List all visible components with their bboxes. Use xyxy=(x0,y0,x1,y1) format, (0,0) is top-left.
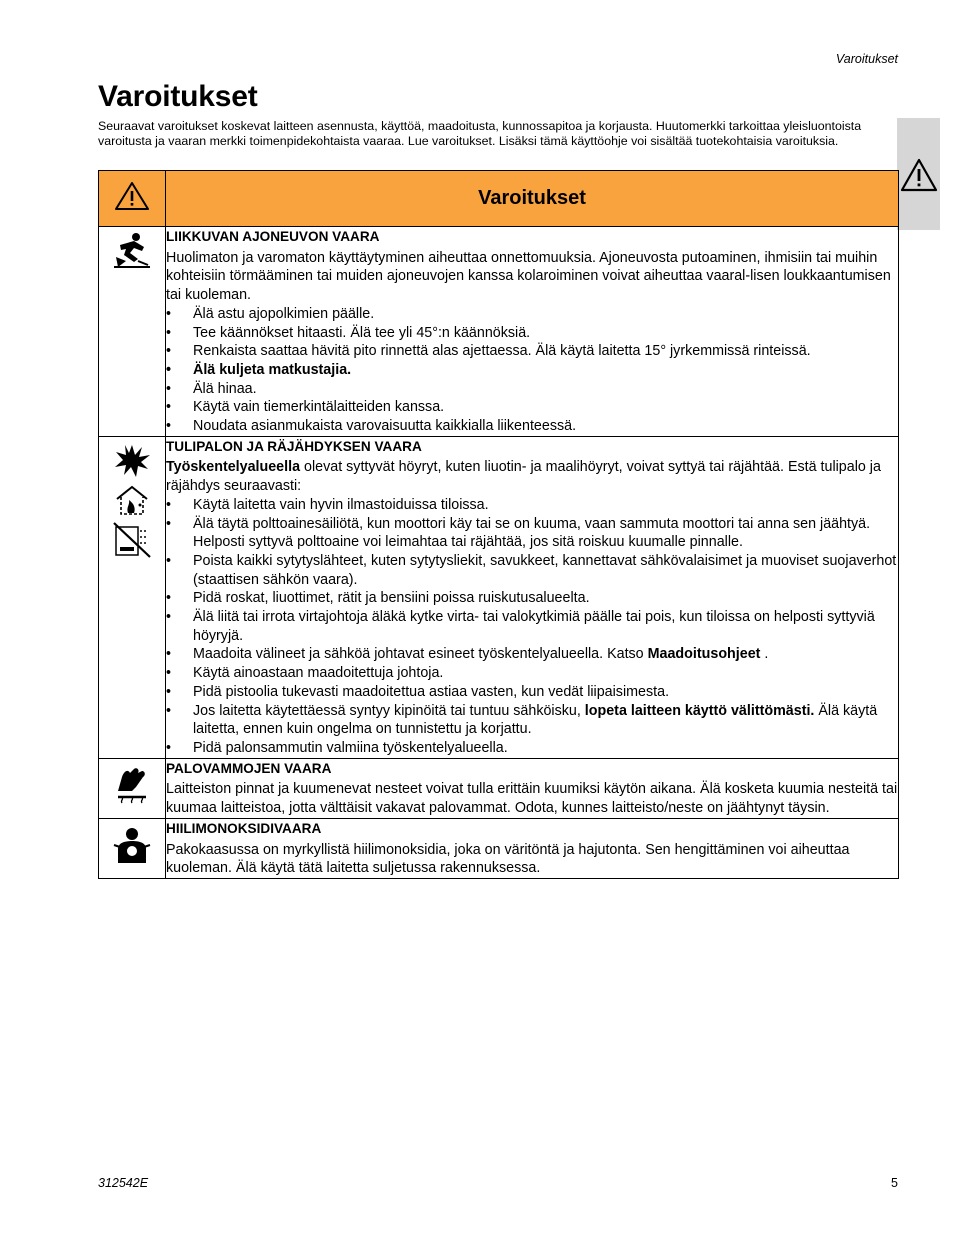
section-body: Pakokaasussa on myrkyllistä hiilimonoksidia, joka on väritöntä ja hajutonta. Sen hengittäminen voi aiheuttaa kuoleman. Älä käytä tätä laitetta suljetussa rakennuksessa. xyxy=(166,841,850,877)
list-item: • Pidä palonsammutin valmiina työskentelyalueella. xyxy=(166,739,898,758)
section-body: Huolimaton ja varomaton käyttäytyminen aiheuttaa onnettomuuksia. Ajoneuvosta putoaminen, ihmisiin tai muihin kohteisiin törmääminen tai muiden ajoneuvojen kanssa kolaroiminen voivat aiheuttaa vaaral-lisen loukkaantumisen tai kuoleman. xyxy=(166,249,891,304)
list-item: • Käytä vain tiemerkintälaitteiden kanssa. xyxy=(166,398,898,417)
list-item: • Älä hinaa. xyxy=(166,380,898,399)
list-item xyxy=(166,645,898,664)
list-item: • Renkaista saattaa hävitä pito rinnettä alas ajettaessa. Älä käytä laitetta 15° jyrkemmissä rinteissä. xyxy=(166,342,898,361)
warning-row-co xyxy=(99,818,899,878)
list-item: • Älä täytä polttoainesäiliötä, kun moottori käy tai se on kuuma, vaan sammuta moottori tai anna sen jäähtyä. Helposti syttyvä polttoaine voi leimahtaa tai räjähtää, jos sitä roiskuu kuumalle pinnalle. xyxy=(166,515,898,552)
document-number: 312542E xyxy=(98,1176,149,1190)
section-title: PALOVAMMOJEN VAARA xyxy=(166,760,332,776)
list-item: • Älä astu ajopolkimien päälle. xyxy=(166,305,898,324)
falling-person-icon xyxy=(112,231,152,269)
list-item: • Älä liitä tai irrota virtajohtoja äläkä kytke virta- tai valokytkimiä päälle tai pois, kun tiloissa on helposti syttyviä höyryjä. xyxy=(166,608,898,645)
section-title: LIIKKUVAN AJONEUVON VAARA xyxy=(166,229,380,244)
list-item: • Pidä roskat, liuottimet, rätit ja bensiini poissa ruiskutusalueelta. xyxy=(166,589,898,608)
body-text: olevat syttyvät höyryt, kuten liuotin- ja maalihöyryt, voivat syttyä tai räjähtää. Estä tulipalo ja räjähdys seuraavasti: xyxy=(166,459,881,495)
warning-triangle-icon xyxy=(114,181,150,211)
breathing-hazard-icon xyxy=(112,825,152,865)
body-text: Älä käytä laitetta, ennen kuin ongelma on tunnistettu ja korjattu. xyxy=(193,702,878,738)
work-area-label: Työskentelyalueella xyxy=(166,459,301,476)
warning-text-vehicle xyxy=(166,227,899,437)
warning-text-co xyxy=(166,818,899,878)
section-title: TULIPALON JA RÄJÄHDYKSEN VAARA xyxy=(166,438,422,454)
body-text: Maadoita välineet ja sähköä johtavat esineet työskentelyalueella. Katso xyxy=(193,646,648,663)
hot-surface-icon xyxy=(112,765,152,805)
stop-instruction: lopeta laitteen käyttö välittömästi. xyxy=(584,702,815,719)
list-item: • Poista kaikki sytytyslähteet, kuten sytytysliekit, savukkeet, kannettavat sähkövalaisimet ja muoviset suojaverhot (staattisen sähkön vaara). xyxy=(166,552,898,589)
icon-cell xyxy=(99,818,166,878)
section-body xyxy=(166,458,898,495)
icon-cell xyxy=(99,758,166,818)
running-header: Varoitukset xyxy=(835,52,898,66)
list-item: • Älä kuljeta matkustajia. xyxy=(166,361,898,380)
icon-cell xyxy=(99,436,166,758)
house-fire-icon xyxy=(112,483,152,517)
table-header-title: Varoitukset xyxy=(166,171,899,227)
body-text: Jos laitetta käytettäessä syntyy kipinöitä tai tuntuu sähköisku, xyxy=(193,702,585,719)
explosion-icon xyxy=(112,443,152,479)
list-item: • Pidä pistoolia tukevasti maadoitettua astiaa vasten, kun vedät liipaisimesta. xyxy=(166,683,898,702)
icon-cell xyxy=(99,227,166,437)
list-item: • Käytä ainoastaan maadoitettuja johtoja. xyxy=(166,664,898,683)
no-smoking-icon xyxy=(112,521,152,559)
warning-triangle-icon xyxy=(900,158,938,192)
warning-row-fire xyxy=(99,436,899,758)
warning-row-vehicle xyxy=(99,227,899,437)
warning-text-burn xyxy=(166,758,899,818)
list-item: • Käytä laitetta vain hyvin ilmastoiduissa tiloissa. xyxy=(166,496,898,515)
page-title: Varoitukset xyxy=(98,80,258,113)
body-text: . xyxy=(760,646,769,663)
warnings-table xyxy=(98,170,899,879)
warning-text-fire xyxy=(166,436,899,758)
side-tab xyxy=(897,118,940,230)
list-item: • Tee käännökset hitaasti. Älä tee yli 45°:n käännöksiä. xyxy=(166,324,898,343)
list-item: • Noudata asianmukaista varovaisuutta kaikkialla liikenteessä. xyxy=(166,417,898,436)
grounding-reference: Maadoitusohjeet xyxy=(647,646,761,663)
warnings-table-header xyxy=(99,171,899,227)
bullet-list xyxy=(166,496,898,758)
section-body: Laitteiston pinnat ja kuumenevat nesteet voivat tulla erittäin kuumiksi käytön aikana. Älä kosketa kuumia nesteitä tai kuumaa laitteistoa, jotta välttäisit vakavat palovammat. Odota, kunnes laitteisto/neste on jäähtynyt täysin. xyxy=(166,781,898,817)
list-item xyxy=(166,702,898,739)
header-icon-cell xyxy=(99,171,166,227)
section-title: HIILIMONOKSIDIVAARA xyxy=(166,820,322,836)
warning-row-burn xyxy=(99,758,899,818)
page-number: 5 xyxy=(891,1176,898,1190)
intro-paragraph: Seuraavat varoitukset koskevat laitteen asennusta, käyttöä, maadoitusta, kunnossapitoa ja korjausta. Huutomerkki tarkoittaa yleisluontoista varoitusta ja vaaran merkki toimenpidekohtaista vaaraa. Lue varoitukset. Lisäksi tämä käyttöohje voi sisältää tuotekohtaisia varoituksia. xyxy=(98,119,862,148)
bullet-list xyxy=(166,305,898,436)
